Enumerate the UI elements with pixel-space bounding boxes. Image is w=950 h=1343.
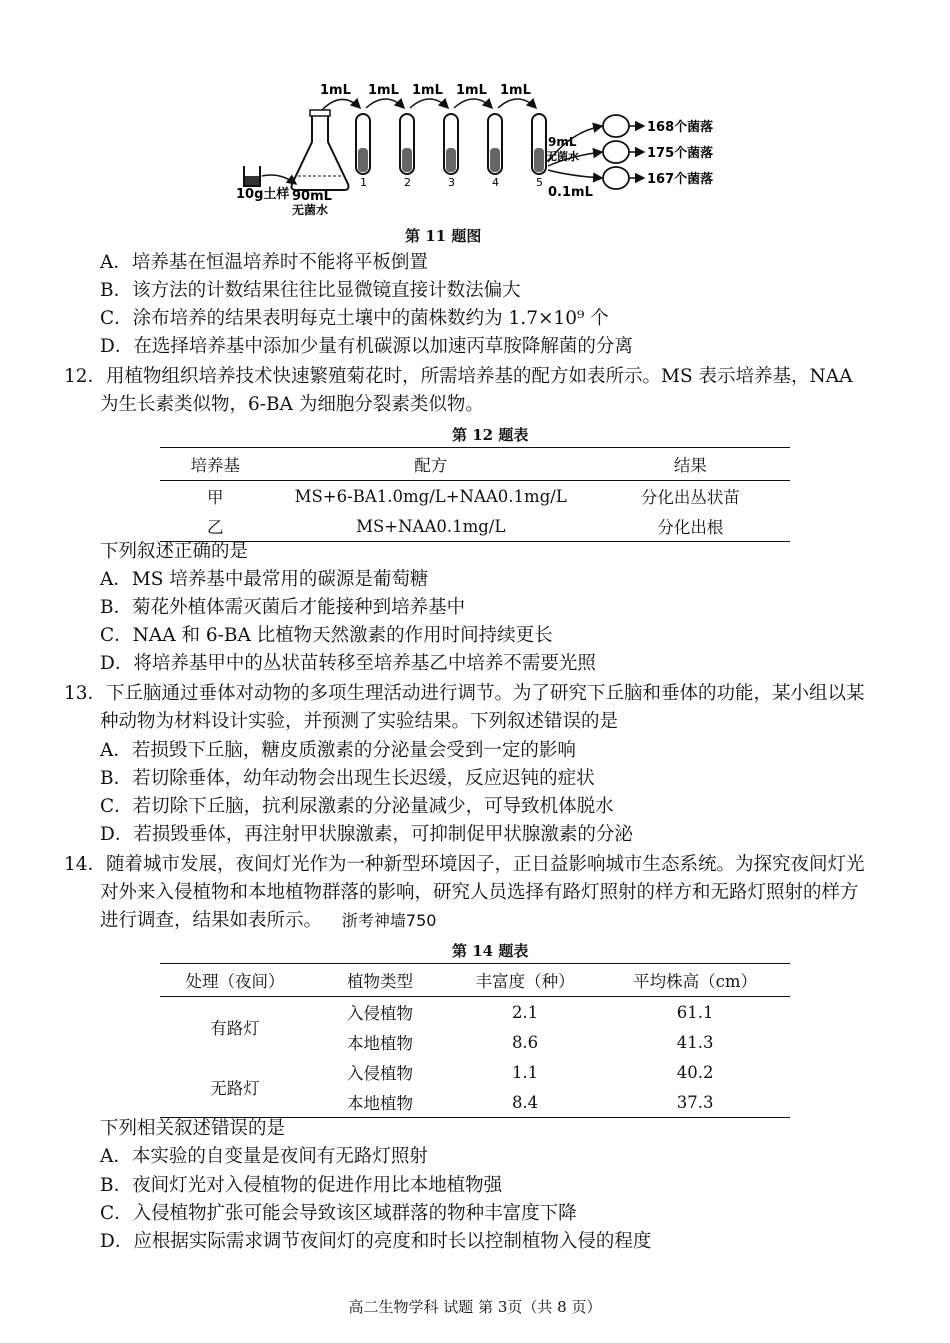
q14-cell: 入侵植物 (346, 1064, 413, 1083)
q13-stem-line1: 13．下丘脑通过垂体对动物的多项生理活动进行调节。为了研究下丘脑和垂体的功能，某小组以某 (64, 683, 865, 704)
plate-icon-2 (603, 141, 629, 163)
figure-11-caption: 第 11 题图 (405, 227, 482, 245)
q12-cell: 甲 (207, 488, 224, 507)
q14-cell: 37.3 (600, 1087, 790, 1118)
q11-option-d: D．在选择培养基中添加少量有机碳源以加速丙草胺降解菌的分离 (100, 336, 633, 357)
transfer-label-3: 1mL (412, 83, 443, 98)
plate-icon-3 (603, 167, 629, 189)
flask-volume-label: 90mL (292, 189, 332, 204)
q14-option-d: D．应根据实际需求调节夜间灯的亮度和时长以控制植物入侵的程度 (100, 1231, 652, 1252)
table-row (160, 511, 790, 542)
transfer-label-1: 1mL (320, 83, 351, 98)
q12-option-a: A．MS 培养基中最常用的碳源是葡萄糖 (100, 569, 429, 590)
q13-option-a: A．若损毁下丘脑，糖皮质激素的分泌量会受到一定的影响 (100, 740, 576, 761)
q14-table (160, 963, 790, 1118)
plating-volume-label: 0.1mL (548, 185, 593, 200)
tube-water-volume-label: 9mL (548, 135, 577, 149)
q14-cell: 8.4 (450, 1087, 600, 1118)
q14-cell: 1.1 (511, 1062, 539, 1082)
soil-beaker-icon (244, 166, 260, 186)
q12-option-d: D．将培养基甲中的丛状苗转移至培养基乙中培养不需要光照 (100, 653, 596, 674)
table-row (160, 481, 790, 512)
test-tube-icon-2 (400, 114, 414, 174)
flask-water-label: 无菌水 (292, 203, 329, 217)
table-row (160, 1057, 790, 1087)
q13-stem-line2: 种动物为材料设计实验，并预测了实验结果。下列叙述错误的是 (100, 711, 619, 732)
q12-option-b: B．菊花外植体需灭菌后才能接种到培养基中 (100, 597, 466, 618)
q14-treatment-cell: 有路灯 (210, 1019, 260, 1038)
q12-table (160, 447, 790, 542)
q14-cell: 本地植物 (346, 1034, 413, 1053)
colony-count-1: 168个菌落 (647, 120, 714, 135)
tube-water-label: 无菌水 (546, 150, 579, 163)
q14-cell: 2.1 (511, 1002, 539, 1022)
transfer-label-2: 1mL (368, 83, 399, 98)
q11-option-b: B．该方法的计数结果往往比显微镜直接计数法偏大 (100, 280, 521, 301)
q12-cell: 分化出根 (591, 511, 790, 542)
q13-option-b: B．若切除垂体，幼年动物会出现生长迟缓，反应迟钝的症状 (100, 768, 595, 789)
flask-icon (292, 110, 349, 190)
q14-option-b: B．夜间灯光对入侵植物的促进作用比本地植物强 (100, 1175, 503, 1196)
tube-number-1: 1 (360, 176, 367, 189)
q12-table-caption: 第 12 题表 (452, 426, 529, 444)
q14-option-a: A．本实验的自变量是夜间有无路灯照射 (100, 1146, 428, 1167)
q14-stem-line1: 14．随着城市发展，夜间灯光作为一种新型环境因子，正日益影响城市生态系统。为探究夜间灯光 (64, 854, 865, 875)
q12-header-formula: 配方 (271, 448, 591, 481)
q14-header-height: 平均株高（cm） (600, 964, 790, 997)
tube-number-4: 4 (492, 176, 499, 189)
q14-cell: 8.6 (511, 1032, 539, 1052)
q12-cell: MS+NAA0.1mg/L (271, 511, 591, 542)
figure-11-dilution-diagram (230, 76, 750, 221)
q12-header-medium: 培养基 (160, 448, 271, 481)
watermark: 浙考神墙750 (341, 911, 437, 930)
q14-cell: 入侵植物 (346, 1004, 413, 1023)
test-tube-icon-1 (356, 114, 370, 174)
colony-count-2: 175个菌落 (647, 146, 714, 161)
q12-stem-line1: 12．用植物组织培养技术快速繁殖菊花时，所需培养基的配方如表所示。MS 表示培养基，NAA (64, 366, 853, 387)
q14-stem-line3 (100, 909, 436, 933)
q11-option-a: A．培养基在恒温培养时不能将平板倒置 (100, 252, 428, 273)
q12-stem-line2: 为生长素类似物，6-BA 为细胞分裂素类似物。 (100, 394, 484, 415)
q14-header-richness: 丰富度（种） (450, 964, 600, 997)
test-tube-icon-3 (444, 114, 458, 174)
page-footer: 高二生物学科 试题 第 3页（共 8 页） (348, 1298, 602, 1316)
tube-number-3: 3 (448, 176, 455, 189)
transfer-label-5: 1mL (500, 83, 531, 98)
q11-option-c: C．涂布培养的结果表明每克土壤中的菌株数约为 1.7×10⁹ 个 (100, 308, 609, 329)
q14-cell: 41.3 (676, 1032, 714, 1052)
q14-header-treatment: 处理（夜间） (160, 964, 310, 997)
q14-cell: 本地植物 (310, 1087, 450, 1118)
q12-cell: 分化出丛状苗 (640, 488, 740, 507)
q14-header-plant-type: 植物类型 (310, 964, 450, 997)
q14-stem-line2: 对外来入侵植物和本地植物群落的影响，研究人员选择有路灯照射的样方和无路灯照射的样方 (100, 882, 859, 903)
transfer-label-4: 1mL (456, 83, 487, 98)
q14-table-caption: 第 14 题表 (452, 942, 529, 960)
soil-sample-label: 10g土样 (236, 187, 290, 202)
tube-number-2: 2 (404, 176, 411, 189)
q14-cell: 40.2 (676, 1062, 714, 1082)
q14-stem-line3-text: 进行调查，结果如表所示。 (100, 910, 323, 931)
q13-option-d: D．若损毁垂体，再注射甲状腺激素，可抑制促甲状腺激素的分泌 (100, 824, 633, 845)
q14-cell: 61.1 (676, 1002, 714, 1022)
test-tube-icon-4 (488, 114, 502, 174)
q14-treatment-cell: 无路灯 (160, 1057, 310, 1118)
q13-option-c: C．若切除下丘脑，抗利尿激素的分泌量减少，可导致机体脱水 (100, 796, 614, 817)
tube-number-5: 5 (536, 176, 543, 189)
test-tube-icon-5 (532, 114, 546, 174)
q14-option-c: C．入侵植物扩张可能会导致该区域群落的物种丰富度下降 (100, 1203, 577, 1224)
q12-cell: MS+6-BA1.0mg/L+NAA0.1mg/L (294, 486, 567, 506)
q12-question: 下列叙述正确的是 (100, 541, 249, 562)
colony-count-3: 167个菌落 (647, 172, 714, 187)
q12-cell: 乙 (160, 511, 271, 542)
q12-header-result: 结果 (591, 448, 790, 481)
q14-question: 下列相关叙述错误的是 (100, 1118, 286, 1139)
q12-option-c: C．NAA 和 6-BA 比植物天然激素的作用时间持续更长 (100, 625, 553, 646)
table-row (160, 997, 790, 1028)
plate-icon-1 (603, 115, 629, 137)
